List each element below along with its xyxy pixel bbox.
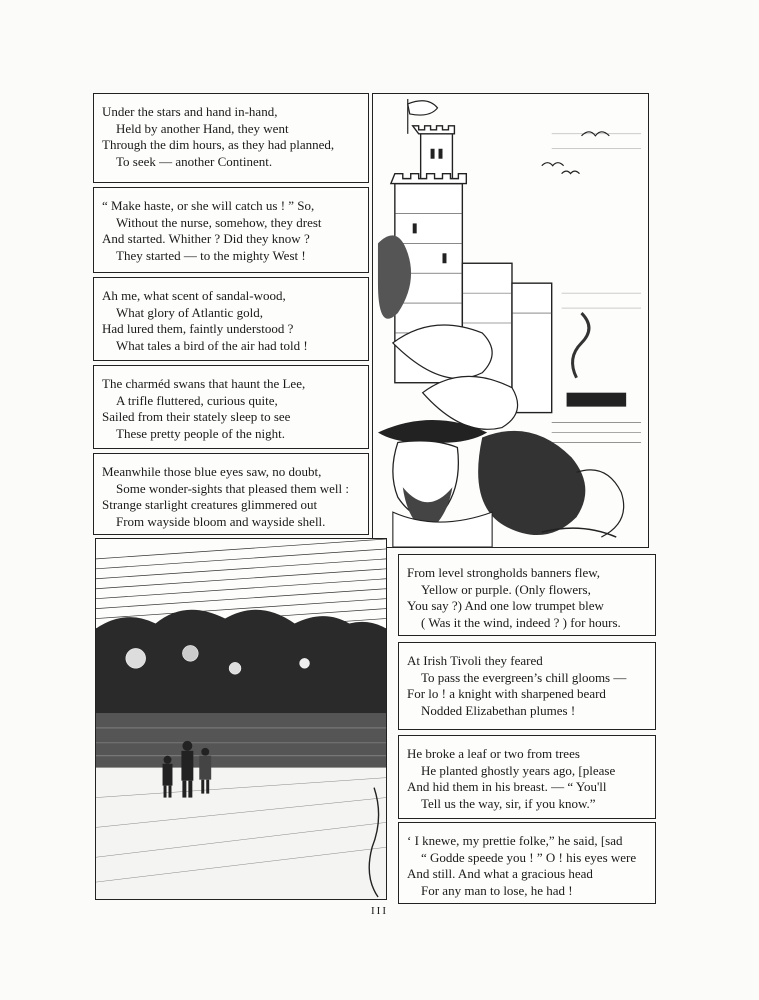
stanza-line: Nodded Elizabethan plumes ! [421,702,576,718]
stanza-6 [398,554,656,636]
stanza-line: ‘ I knewe, my prettie folke,” he said, [sad [407,833,623,848]
castle-knight-illustration [372,93,649,548]
stanza-line: Sailed from their stately sleep to see [102,409,291,424]
stanza-line: “ Make haste, or she will catch us ! ” So, [102,198,315,213]
stanza-5 [93,453,369,535]
stanza-9 [398,822,656,904]
night-road-drawing [96,539,386,899]
stanza-line: He broke a leaf or two from trees [407,746,580,761]
castle-knight-drawing [373,94,648,547]
stanza-line: “ Godde speede you ! ” O ! his eyes were [421,849,637,865]
stanza-line: Under the stars and hand in-hand, [102,104,278,119]
stanza-line: Through the dim hours, as they had planned, [102,137,335,152]
stanza-2 [93,187,369,273]
stanza-line: At Irish Tivoli they feared [407,653,543,668]
stanza-7 [398,642,656,730]
stanza-line: And still. And what a gracious head [407,866,593,881]
stanza-line: Without the nurse, somehow, they drest [116,214,322,230]
stanza-line: From level strongholds banners flew, [407,565,601,580]
stanza-3 [93,277,369,361]
stanza-line: The charméd swans that haunt the Lee, [102,376,306,391]
stanza-line: For any man to lose, he had ! [421,882,573,898]
stanza-line: Ah me, what scent of sandal-wood, [102,288,286,303]
stanza-line: Meanwhile those blue eyes saw, no doubt, [102,464,322,479]
stanza-line: ( Was it the wind, indeed ? ) for hours. [421,614,621,630]
stanza-line: What tales a bird of the air had told ! [116,337,308,353]
night-road-illustration [95,538,387,900]
stanza-line: Held by another Hand, they went [116,120,289,136]
stanza-line: Had lured them, faintly understood ? [102,321,294,336]
stanza-1 [93,93,369,183]
stanza-line: These pretty people of the night. [116,425,285,441]
stanza-8 [398,735,656,819]
stanza-line: Some wonder-sights that pleased them well : [116,480,349,496]
stanza-line: Strange starlight creatures glimmered out [102,497,318,512]
stanza-line: To pass the evergreen’s chill glooms — [421,669,627,685]
stanza-line: And started. Whither ? Did they know ? [102,231,310,246]
stanza-line: Tell us the way, sir, if you know.” [421,795,596,811]
stanza-line: He planted ghostly years ago, [please [421,762,616,778]
stanza-line: And hid them in his breast. — “ You'll [407,779,607,794]
stanza-line: Yellow or purple. (Only flowers, [421,581,591,597]
stanza-4 [93,365,369,449]
stanza-line: A trifle fluttered, curious quite, [116,392,278,408]
stanza-line: From wayside bloom and wayside shell. [116,513,326,529]
page-number: III [371,905,388,917]
stanza-line: To seek — another Continent. [116,153,273,169]
stanza-line: You say ?) And one low trumpet blew [407,598,604,613]
stanza-line: What glory of Atlantic gold, [116,304,263,320]
stanza-line: For lo ! a knight with sharpened beard [407,686,606,701]
stanza-line: They started — to the mighty West ! [116,247,306,263]
